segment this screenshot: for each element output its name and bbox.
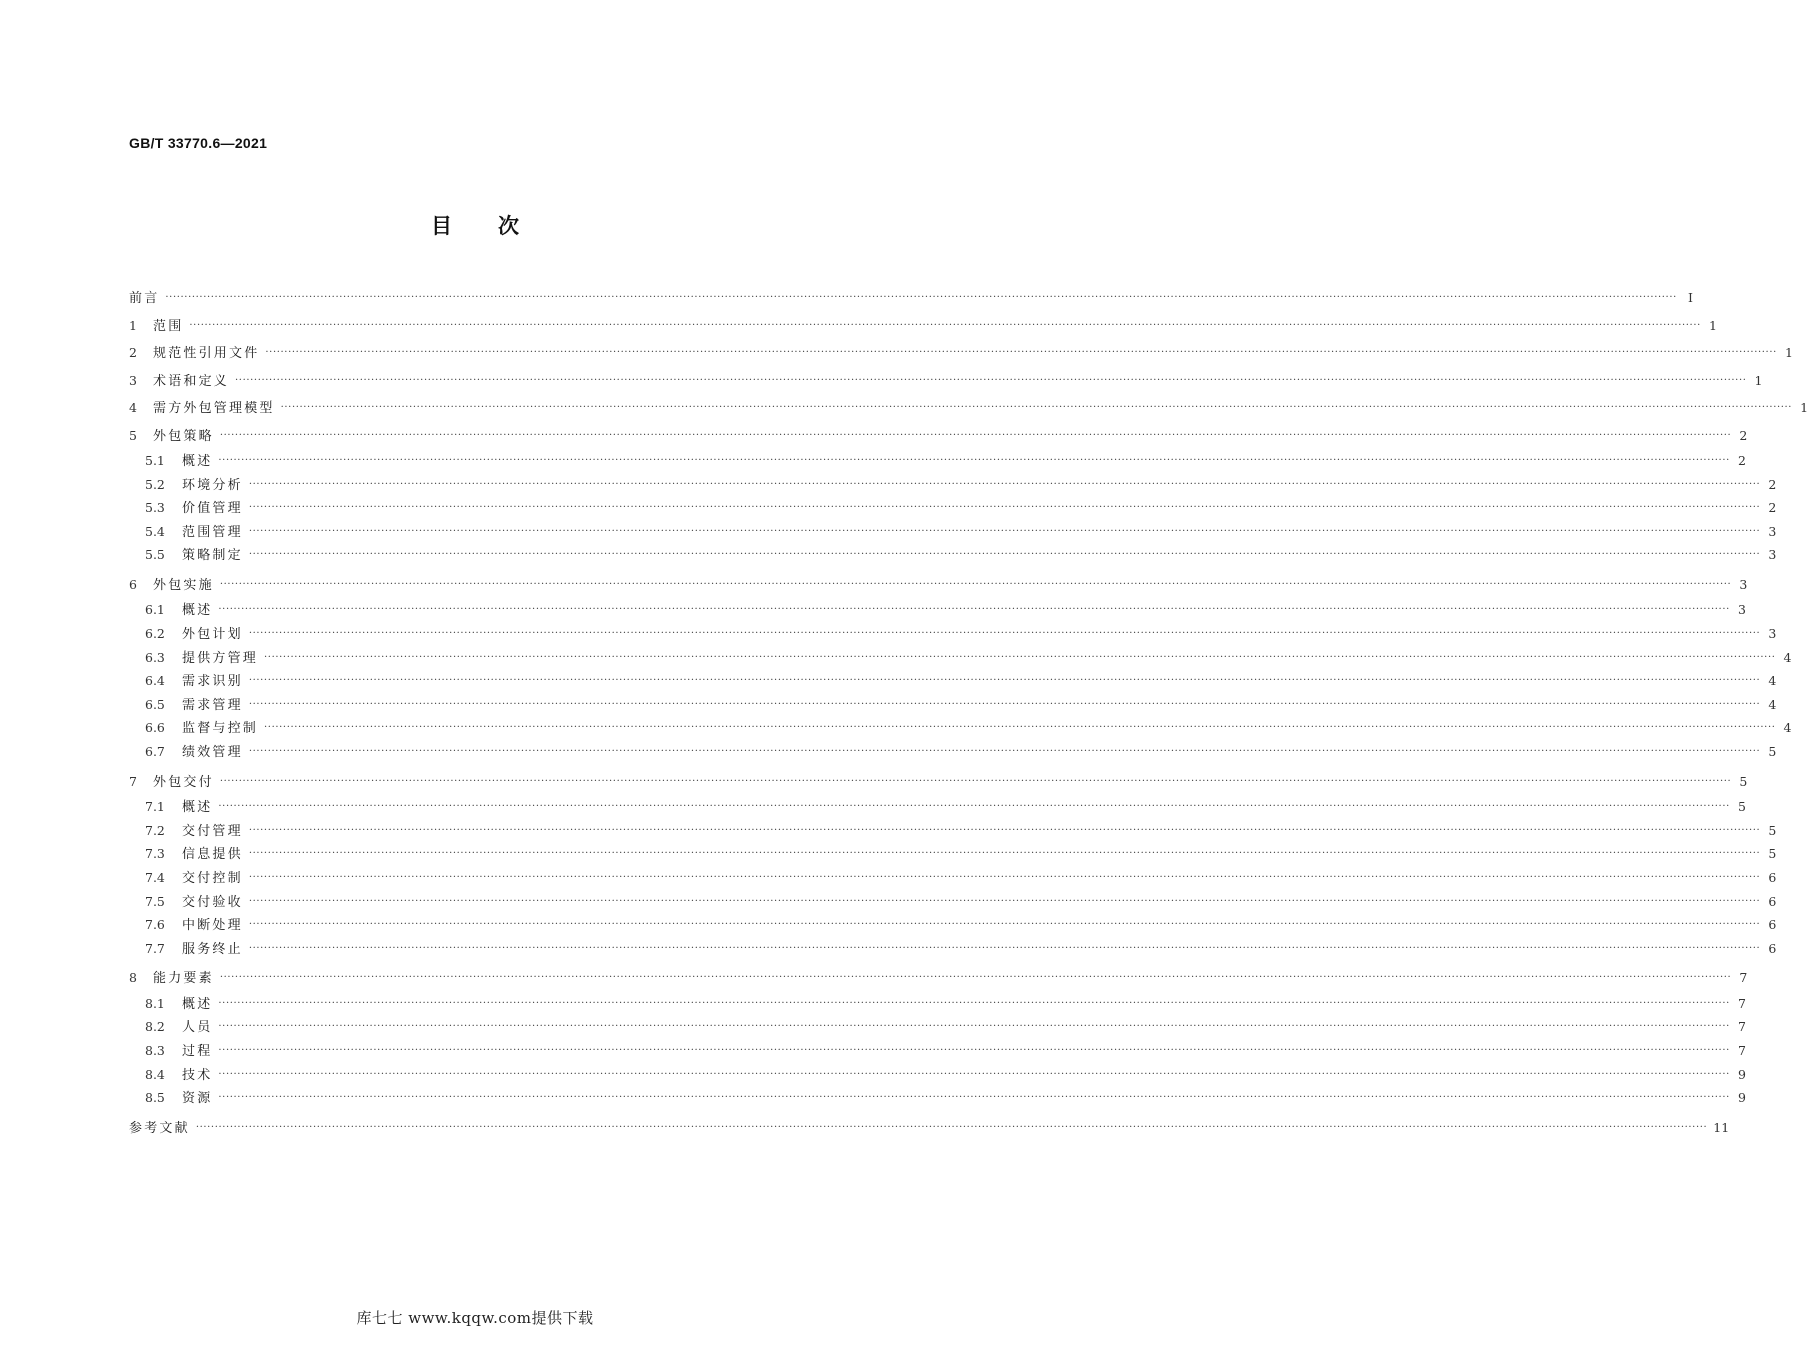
toc-entry-page: 5 [1739, 773, 1748, 789]
toc-entry[interactable] [129, 473, 1777, 497]
toc-entry-number: 8.1 [145, 995, 165, 1011]
page-title: 目次 [431, 214, 565, 238]
toc-leader-dots: ················································································································································································································································································································································································································ [248, 746, 1761, 758]
toc-entry[interactable] [129, 1063, 1746, 1087]
toc-entry-page: 2 [1768, 500, 1777, 516]
toc-entry-number: 5.2 [145, 476, 165, 492]
toc-entry-title: 过程 [182, 1043, 213, 1059]
toc-entry-number: 6.1 [145, 602, 165, 618]
toc-entry-page: 5 [1737, 799, 1746, 815]
toc-entry[interactable] [129, 571, 1748, 599]
toc-entry-title: 范围管理 [182, 524, 243, 540]
toc-entry-page: 11 [1713, 1119, 1730, 1135]
toc-entry-page: 3 [1768, 626, 1777, 642]
toc-entry[interactable] [129, 1114, 1730, 1142]
toc-entry-page: 7 [1737, 995, 1746, 1011]
toc-entry-number: 5.5 [145, 547, 165, 563]
toc-entry-page: 5 [1768, 744, 1777, 760]
toc-leader-dots: ················································································································································································································································································································································································································ [265, 347, 1777, 358]
toc-leader-dots: ················································································································································································································································································································································································································ [195, 1121, 1708, 1133]
toc-entry-title: 绩效管理 [182, 745, 243, 761]
toc-entry-page: 6 [1768, 917, 1777, 933]
toc-entry-number: 8.3 [145, 1042, 165, 1058]
toc-entry-title: 需求管理 [182, 697, 243, 713]
toc-entry[interactable] [129, 937, 1777, 961]
toc-entry-title: 外包计划 [182, 627, 243, 643]
toc-leader-dots: ················································································································································································································································································································································································································ [219, 429, 1732, 441]
toc-entry-number: 5 [129, 427, 137, 443]
toc-entry-page: 7 [1739, 970, 1748, 986]
toc-entry-title: 概述 [182, 603, 213, 619]
toc-entry-title: 外包策略 [153, 428, 214, 444]
toc-leader-dots: ················································································································································································································································································································································································································ [248, 549, 1761, 561]
toc-entry[interactable] [129, 339, 1793, 367]
toc-entry-page: 1 [1754, 372, 1763, 388]
toc-entry-title: 概述 [182, 996, 213, 1012]
toc-entry-number: 2 [129, 345, 137, 360]
toc-entry-number: 8 [129, 970, 137, 986]
toc-entry[interactable] [129, 716, 1792, 740]
toc-entry[interactable] [129, 693, 1777, 717]
toc-entry[interactable] [129, 740, 1777, 764]
toc-entry[interactable] [129, 866, 1777, 890]
toc-leader-dots: ················································································································································································································································································································································································································ [248, 675, 1761, 687]
toc-entry-title: 需方外包管理模型 [153, 401, 275, 416]
toc-entry-page: 4 [1768, 673, 1777, 689]
toc-entry-title: 概述 [182, 800, 213, 816]
toc-entry-title: 中断处理 [182, 918, 243, 934]
toc-entry[interactable] [129, 913, 1777, 937]
toc-entry-title: 术语和定义 [153, 373, 230, 389]
toc-entry-title: 策略制定 [182, 548, 243, 564]
toc-leader-dots: ················································································································································································································································································································································································································ [218, 997, 1730, 1009]
toc-entry-page: 5 [1768, 822, 1777, 838]
toc-entry-title: 技术 [182, 1067, 213, 1083]
toc-entry-number: 7.7 [145, 940, 165, 956]
toc-leader-dots: ················································································································································································································································································································································································································ [218, 801, 1730, 813]
toc-leader-dots: ················································································································································································································································································································································································································ [219, 972, 1732, 984]
toc-leader-dots: ················································································································································································································································································································································································································ [248, 895, 1761, 907]
toc-entry-page: 3 [1768, 547, 1777, 563]
toc-leader-dots: ················································································································································································································································································································································································································ [248, 871, 1761, 883]
toc-leader-dots: ················································································································································································································································································································································································································ [235, 374, 1747, 386]
toc-entry[interactable] [129, 964, 1748, 992]
toc-entry[interactable] [129, 598, 1746, 622]
toc-entry[interactable] [129, 367, 1763, 395]
toc-leader-dots: ················································································································································································································································································································································································································ [264, 651, 1776, 663]
toc-entry-page: I [1687, 290, 1693, 305]
toc-entry-page: 1 [1708, 317, 1717, 333]
toc-leader-dots: ················································································································································································································································································································································································································ [248, 502, 1761, 514]
toc-entry-title: 能力要素 [153, 971, 214, 987]
toc-entry-number: 8.5 [145, 1090, 165, 1106]
toc-entry-page: 9 [1737, 1066, 1746, 1082]
toc-entry-title: 资源 [182, 1091, 213, 1107]
toc-entry[interactable] [129, 1015, 1746, 1039]
toc-entry-number: 7 [129, 773, 137, 789]
toc-entry-number: 7.5 [145, 893, 165, 909]
toc-leader-dots: ················································································································································································································································································································································································································ [248, 942, 1761, 954]
toc-entry-page: 1 [1800, 400, 1808, 415]
toc-entry-number: 7.2 [145, 822, 165, 838]
toc-entry-page: 6 [1768, 940, 1777, 956]
toc-entry-page: 2 [1739, 427, 1748, 443]
toc-entry-number: 6.2 [145, 626, 165, 642]
toc-leader-dots: ················································································································································································································································································································································································································ [189, 319, 1701, 331]
toc-entry-title: 范围 [153, 318, 184, 334]
toc-entry-page: 7 [1737, 1042, 1746, 1058]
toc-leader-dots: ················································································································································································································································································································································································································ [218, 455, 1730, 466]
toc-entry-number: 5.1 [145, 453, 165, 468]
toc-entry-number: 5.3 [145, 500, 165, 516]
toc-entry-number: 5.4 [145, 523, 165, 539]
toc-leader-dots: ················································································································································································································································································································································································································ [248, 478, 1761, 490]
toc-leader-dots: ················································································································································································································································································································································································································ [248, 919, 1761, 931]
toc-entry-page: 9 [1737, 1090, 1746, 1106]
toc-entry[interactable] [129, 1086, 1746, 1110]
toc-leader-dots: ················································································································································································································································································································································································································ [219, 578, 1732, 590]
toc-entry-number: 8.4 [145, 1066, 165, 1082]
toc-entry[interactable] [129, 622, 1777, 646]
toc-leader-dots: ················································································································································································································································································································································································································ [280, 402, 1793, 413]
toc-leader-dots: ················································································································································································································································································································································································································ [165, 292, 1677, 303]
toc-leader-dots: ················································································································································································································································································································································································································ [248, 628, 1761, 640]
toc-leader-dots: ················································································································································································································································································································································································································ [218, 1092, 1730, 1104]
toc-entry-page: 6 [1768, 869, 1777, 885]
toc-entry[interactable] [129, 768, 1748, 796]
toc-leader-dots: ················································································································································································································································································································································································································ [218, 1068, 1730, 1080]
toc-entry[interactable] [129, 992, 1746, 1016]
toc-entry-title: 人员 [182, 1020, 213, 1036]
toc-entry[interactable] [129, 1039, 1746, 1063]
toc-entry-number: 7.6 [145, 917, 165, 933]
toc-entry-number: 6.6 [145, 720, 165, 736]
toc-entry[interactable] [129, 422, 1748, 450]
toc-entry-number: 8.2 [145, 1019, 165, 1035]
toc-entry-page: 3 [1737, 602, 1746, 618]
toc-entry[interactable] [129, 842, 1777, 866]
toc-entry-title: 外包交付 [153, 774, 214, 790]
toc-entry-number: 6.4 [145, 673, 165, 689]
toc-entry-number: 4 [129, 400, 137, 415]
toc-entry-title: 需求识别 [182, 674, 243, 690]
toc-entry[interactable] [129, 312, 1717, 340]
toc-entry-title: 信息提供 [182, 847, 243, 863]
toc-entry[interactable] [129, 669, 1777, 693]
toc-entry-title: 服务终止 [182, 941, 243, 957]
toc-entry[interactable] [129, 795, 1746, 819]
toc-leader-dots: ················································································································································································································································································································································································································ [218, 604, 1730, 616]
toc-entry[interactable] [129, 819, 1777, 843]
toc-leader-dots: ················································································································································································································································································································································································································ [248, 698, 1761, 710]
toc-entry-page: 5 [1768, 846, 1777, 862]
toc-entry-number: 7.1 [145, 799, 165, 815]
toc-entry-number: 6 [129, 576, 137, 592]
toc-entry-number: 6.5 [145, 696, 165, 712]
toc-entry-page: 4 [1768, 696, 1777, 712]
toc-entry-title: 环境分析 [182, 477, 243, 493]
toc-entry-title: 提供方管理 [182, 650, 259, 666]
toc-leader-dots: ················································································································································································································································································································································································································ [219, 775, 1732, 787]
toc-entry-title: 概述 [182, 454, 213, 469]
toc-entry-page: 4 [1783, 720, 1792, 736]
toc-leader-dots: ················································································································································································································································································································································································································ [218, 1021, 1730, 1033]
toc-leader-dots: ················································································································································································································································································································································································································ [218, 1044, 1730, 1056]
toc-entry-page: 2 [1737, 453, 1746, 468]
footer-download-note: 库七七 www.kqqw.com提供下载 [356, 1309, 594, 1327]
toc-entry-page: 2 [1768, 476, 1777, 492]
toc-entry[interactable] [129, 394, 1808, 422]
standard-number: GB/T 33770.6—2021 [129, 135, 268, 151]
toc-leader-dots: ················································································································································································································································································································································································································ [248, 848, 1761, 860]
toc-entry-page: 1 [1784, 345, 1793, 360]
toc-entry-title: 参考文献 [129, 1120, 190, 1136]
toc-entry-title: 交付控制 [182, 870, 243, 886]
toc-entry-number: 7.4 [145, 869, 165, 885]
toc-entry-title: 交付验收 [182, 894, 243, 910]
toc-entry[interactable] [129, 890, 1777, 914]
toc-entry-title: 前言 [129, 291, 160, 306]
toc-entry-page: 4 [1783, 649, 1792, 665]
toc-entry-number: 6.7 [145, 744, 165, 760]
toc-entry-title: 价值管理 [182, 501, 243, 517]
toc-entry[interactable] [129, 520, 1777, 544]
toc-entry-page: 6 [1768, 893, 1777, 909]
toc-entry-title: 监督与控制 [182, 721, 259, 737]
toc-entry-page: 3 [1768, 523, 1777, 539]
toc-leader-dots: ················································································································································································································································································································································································································ [248, 525, 1761, 537]
toc-entry[interactable] [129, 543, 1777, 567]
toc-entry-title: 规范性引用文件 [153, 346, 260, 361]
toc-leader-dots: ················································································································································································································································································································································································································ [264, 722, 1776, 734]
table-of-contents [129, 284, 1808, 1141]
toc-leader-dots: ················································································································································································································································································································································································································ [248, 824, 1761, 836]
toc-entry-number: 1 [129, 317, 137, 333]
toc-entry-page: 7 [1737, 1019, 1746, 1035]
toc-entry[interactable] [129, 284, 1693, 312]
toc-entry[interactable] [129, 496, 1777, 520]
toc-entry-title: 外包实施 [153, 577, 214, 593]
toc-entry[interactable] [129, 646, 1792, 670]
toc-entry-number: 3 [129, 372, 137, 388]
toc-entry[interactable] [129, 449, 1746, 473]
toc-entry-title: 交付管理 [182, 823, 243, 839]
toc-entry-page: 3 [1739, 576, 1748, 592]
toc-entry-number: 6.3 [145, 649, 165, 665]
toc-entry-number: 7.3 [145, 846, 165, 862]
